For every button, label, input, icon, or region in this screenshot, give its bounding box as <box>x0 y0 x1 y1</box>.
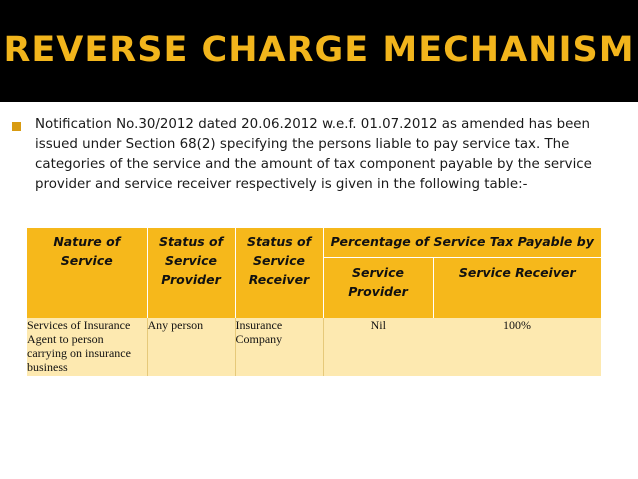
table-row <box>27 318 601 376</box>
header-status-receiver: Status of Service Receiver <box>235 228 323 318</box>
cell-pct-provider: Nil <box>323 318 433 376</box>
reverse-charge-table <box>27 228 601 376</box>
header-nature-of-service: Nature of Service <box>27 228 147 318</box>
title-bar <box>0 0 638 102</box>
cell-status-receiver: Insurance Company <box>235 318 323 376</box>
square-bullet-icon <box>12 122 21 131</box>
header-status-provider: Status of Service Provider <box>147 228 235 318</box>
table-header-row <box>27 228 601 258</box>
cell-nature: Services of Insurance Agent to person carrying on insurance business <box>27 318 147 376</box>
header-pct-service-provider: Service Provider <box>323 258 433 319</box>
bullet-text: Notification No.30/2012 dated 20.06.2012 w.e.f. 01.07.2012 as amended has been issued under Section 68(2) specifying the persons liable to pay service tax. The categories of the service and the amount of tax component payable by the service provider and service receiver respectively is given in the following table:- <box>35 117 592 192</box>
header-pct-service-receiver: Service Receiver <box>433 258 601 319</box>
cell-pct-receiver: 100% <box>433 318 601 376</box>
header-percentage: Percentage of Service Tax Payable by <box>323 228 601 258</box>
cell-status-provider: Any person <box>147 318 235 376</box>
slide-title: REVERSE CHARGE MECHANISM <box>3 30 635 70</box>
